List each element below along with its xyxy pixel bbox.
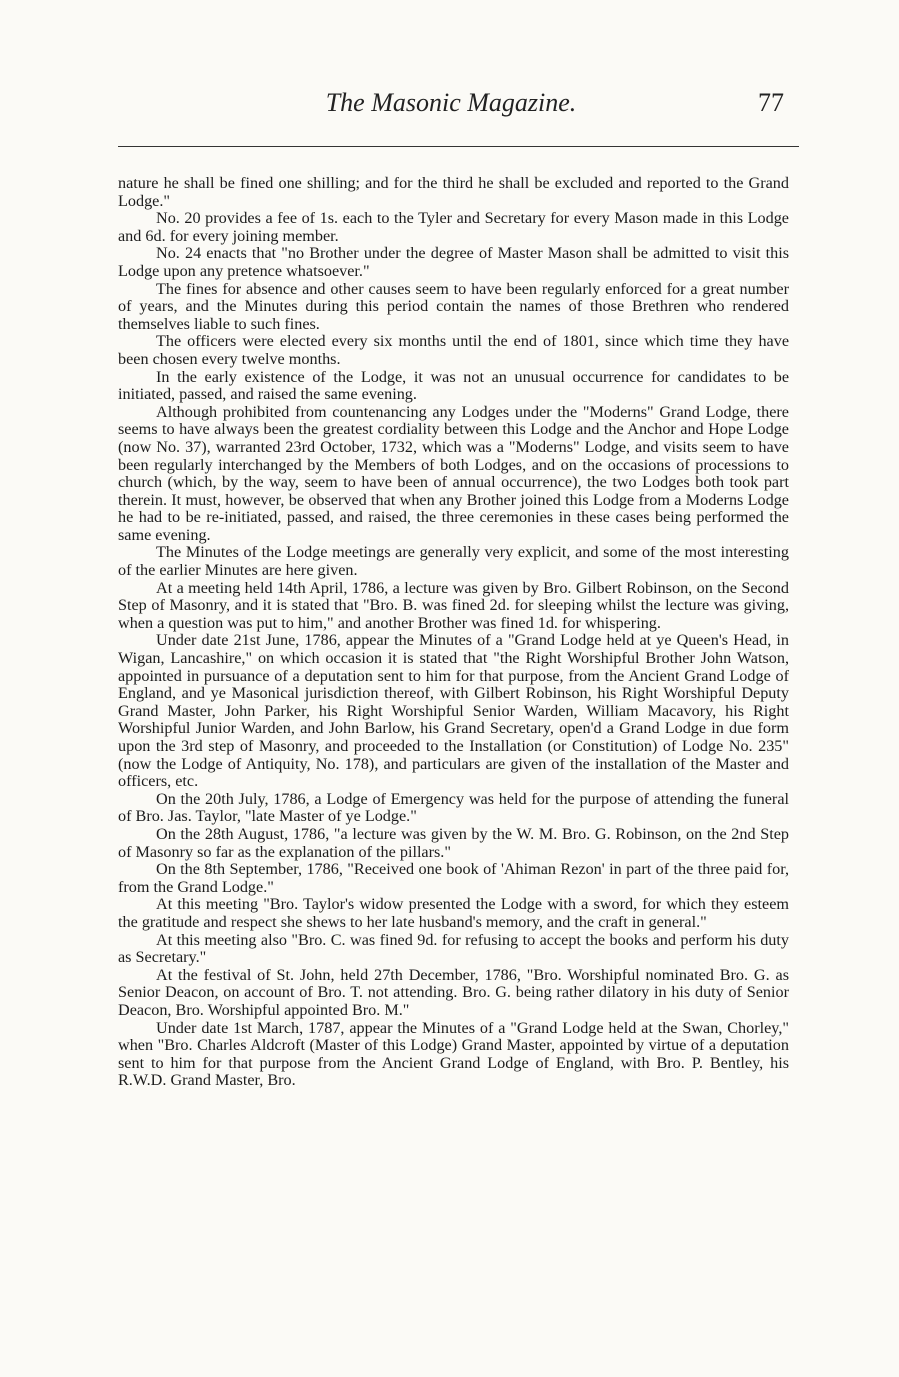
paragraph: On the 8th September, 1786, "Received one book of 'Ahiman Rezon' in part of the three paid for, from the Grand Lodge." <box>118 860 789 896</box>
paragraph: The fines for absence and other causes seem to have been regularly enforced for a great number of years, and the Minutes during this period contain the names of those Brethren who rendered themselves liable to such fines. <box>118 279 789 333</box>
paragraph: At this meeting also "Bro. C. was fined 9d. for refusing to accept the books and perform his duty as Secretary." <box>118 930 789 967</box>
paragraph: In the early existence of the Lodge, it was not an unusual occurrence for candidates to be initiated, passed, and raised the same evening. <box>118 367 789 404</box>
body-text <box>118 175 789 1090</box>
paragraph: No. 20 provides a fee of 1s. each to the Tyler and Secretary for every Mason made in this Lodge and 6d. for every joining member. <box>118 209 789 245</box>
paragraph: At the festival of St. John, held 27th December, 1786, "Bro. Worshipful nominated Bro. G. as Senior Deacon, on account of Bro. T. not attending. Bro. G. being rather dilatory in his duty of Senior Deacon, Bro. Worshipful appointed Bro. M." <box>118 965 789 1019</box>
running-title: The Masonic Magazine. <box>325 88 577 117</box>
page-number: 77 <box>758 88 784 117</box>
paragraph: Under date 21st June, 1786, appear the Minutes of a "Grand Lodge held at ye Queen's Head, in Wigan, Lancashire," on which occasion it is stated that "the Right Worshipful Brother John Watson, appointed in pursuance of a deputation sent to him for that purpose, from the Ancient Grand Lodge of England, and ye Masonical jurisdiction thereof, with Gilbert Robinson, his Right Worshipful Deputy Grand Master, John Parker, his Right Worshipful Senior Warden, William Macavory, his Right Worshipful Junior Warden, and John Barlow, his Grand Secretary, open'd a Grand Lodge in due form upon the 3rd step of Masonry, and proceeded to the Installation (or Constitution) of Lodge No. 235" (now the Lodge of Antiquity, No. 178), and particulars are given of the installation of the Master and officers, etc. <box>118 631 789 791</box>
paragraph: Under date 1st March, 1787, appear the Minutes of a "Grand Lodge held at the Swan, Chorley," when "Bro. Charles Aldcroft (Master of this Lodge) Grand Master, appointed by virtue of a deputation sent to him for that purpose from the Ancient Grand Lodge of England, with Bro. P. Bentley, his R.W.D. Grand Master, Bro. <box>118 1018 789 1090</box>
paragraph: On the 20th July, 1786, a Lodge of Emergency was held for the purpose of attending the funeral of Bro. Jas. Taylor, "late Master of ye Lodge." <box>118 789 789 826</box>
paragraph: The officers were elected every six months until the end of 1801, since which time they have been chosen every twelve months. <box>118 332 789 368</box>
paragraph: At this meeting "Bro. Taylor's widow presented the Lodge with a sword, for which they esteem the gratitude and respect she shews to her late husband's memory, and the craft in general." <box>118 895 789 931</box>
paragraph: nature he shall be fined one shilling; and for the third he shall be excluded and reported to the Grand Lodge." <box>118 174 789 210</box>
header-rule <box>118 146 799 147</box>
paragraph: Although prohibited from countenancing any Lodges under the "Moderns" Grand Lodge, there seems to have always been the greatest cordiality between this Lodge and the Anchor and Hope Lodge (now No. 37), warranted 23rd October, 1732, which was a "Moderns" Lodge, and visits seem to have been regularly interchanged by the Members of both Lodges, and on the occasions of processions to church (which, by the way, seem to have been of annual occurrence), the two Lodges both took part therein. It must, however, be observed that when any Brother joined this Lodge from a Moderns Lodge he had to be re-initiated, passed, and raised, the three ceremonies in these cases being performed the same evening. <box>118 402 789 544</box>
paragraph: The Minutes of the Lodge meetings are generally very explicit, and some of the most interesting of the earlier Minutes are here given. <box>118 543 789 580</box>
paragraph: On the 28th August, 1786, "a lecture was given by the W. M. Bro. G. Robinson, on the 2nd Step of Masonry so far as the explanation of the pillars." <box>118 824 789 861</box>
running-header <box>118 88 784 128</box>
paragraph: No. 24 enacts that "no Brother under the degree of Master Mason shall be admitted to visit this Lodge upon any pretence whatsoever." <box>118 244 789 280</box>
paragraph: At a meeting held 14th April, 1786, a lecture was given by Bro. Gilbert Robinson, on the Second Step of Masonry, and it is stated that "Bro. B. was fined 2d. for sleeping whilst the lecture was giving, when a question was put to him," and another Brother was fined 1d. for whispering. <box>118 578 789 632</box>
